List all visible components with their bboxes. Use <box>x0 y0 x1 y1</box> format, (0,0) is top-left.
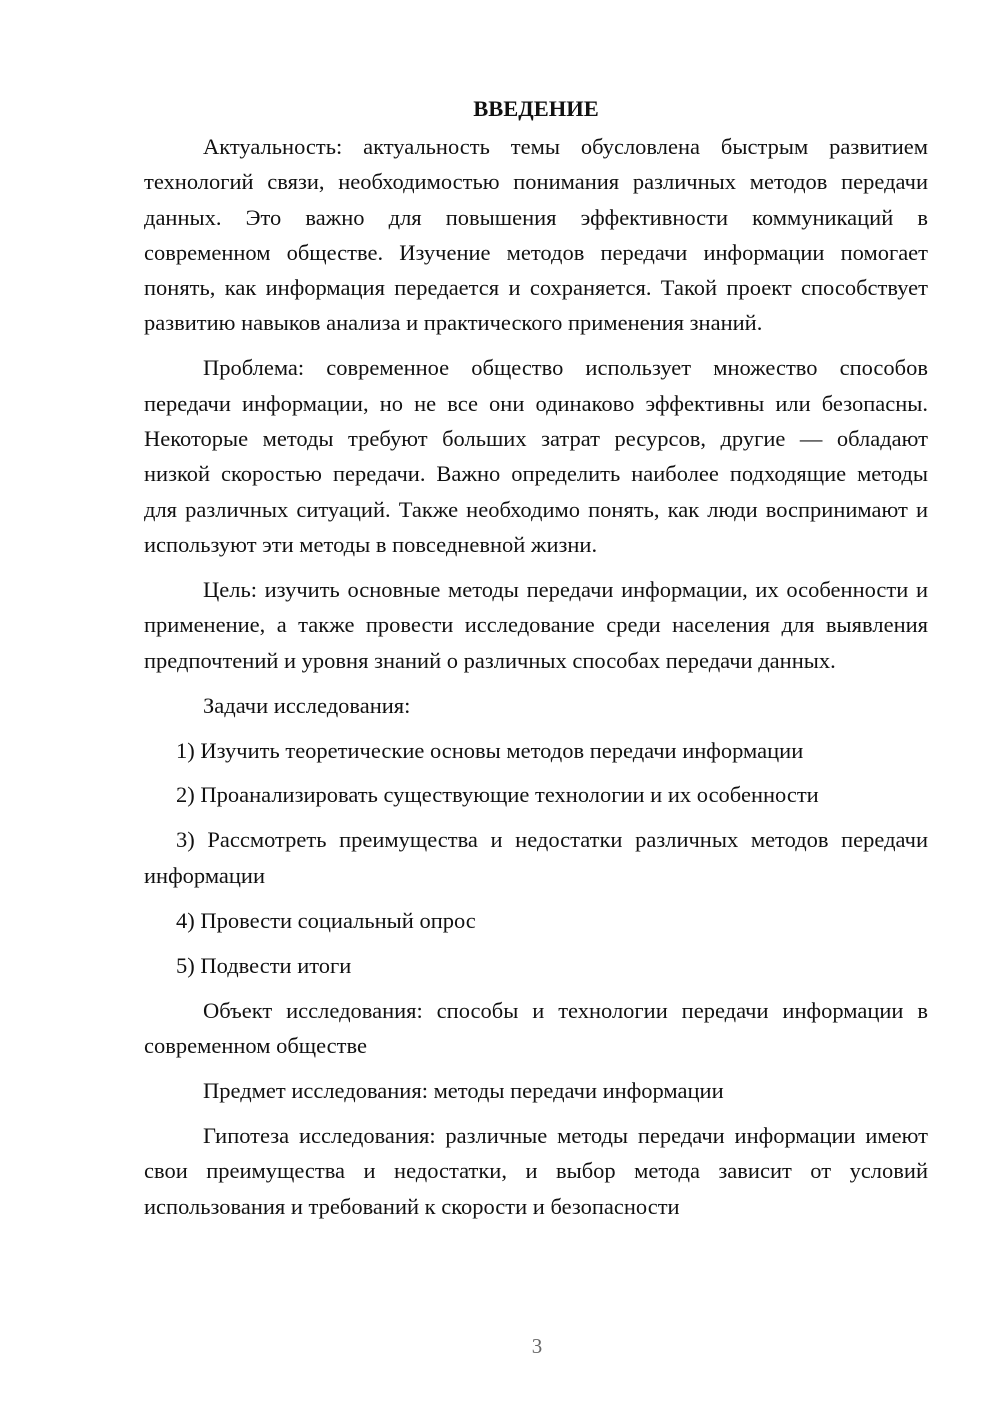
object-paragraph: Объект исследования: способы и технологии передачи информации в современном обществе <box>144 997 928 1059</box>
document-page <box>144 92 928 1224</box>
task-item-2: 2) Проанализировать существующие технологии и их особенности <box>176 782 819 808</box>
hypothesis-paragraph: Гипотеза исследования: различные методы передачи информации имеют свои преимущества и недостатки, и выбор метода зависит от условий использования и требований к скорости и безопасности <box>144 1122 928 1219</box>
task-item-1: 1) Изучить теоретические основы методов передачи информации <box>176 737 804 763</box>
relevance-paragraph: Актуальность: актуальность темы обусловлена быстрым развитием технологий связи, необходимостью понимания различных методов передачи данных. Это важно для повышения эффективности коммуникаций в современном обществе. Изучение методов передачи информации помогает понять, как информация передается и сохраняется. Такой проект способствует развитию навыков анализа и практического применения знаний. <box>144 134 928 336</box>
section-title: ВВЕДЕНИЕ <box>473 96 599 121</box>
task-item-5: 5) Подвести итоги <box>176 952 352 978</box>
task-item-4: 4) Провести социальный опрос <box>176 907 476 933</box>
page-number: 3 <box>531 1334 543 1358</box>
subject-paragraph: Предмет исследования: методы передачи информации <box>203 1078 724 1103</box>
goal-paragraph: Цель: изучить основные методы передачи информации, их особенности и применение, а также провести исследование среди населения для выявления предпочтений и уровня знаний о различных способах передачи данных. <box>144 576 928 673</box>
problem-paragraph: Проблема: современное общество использует множество способов передачи информации, но не все они одинаково эффективны или безопасны. Некоторые методы требуют больших затрат ресурсов, другие — обладают низкой скоростью передачи. Важно определить наиболее подходящие методы для различных ситуаций. Также необходимо понять, как люди воспринимают и используют эти методы в повседневной жизни. <box>144 355 928 557</box>
tasks-heading: Задачи исследования: <box>203 692 411 718</box>
task-item-3: 3) Рассмотреть преимущества и недостатки различных методов передачи информации <box>144 827 928 888</box>
